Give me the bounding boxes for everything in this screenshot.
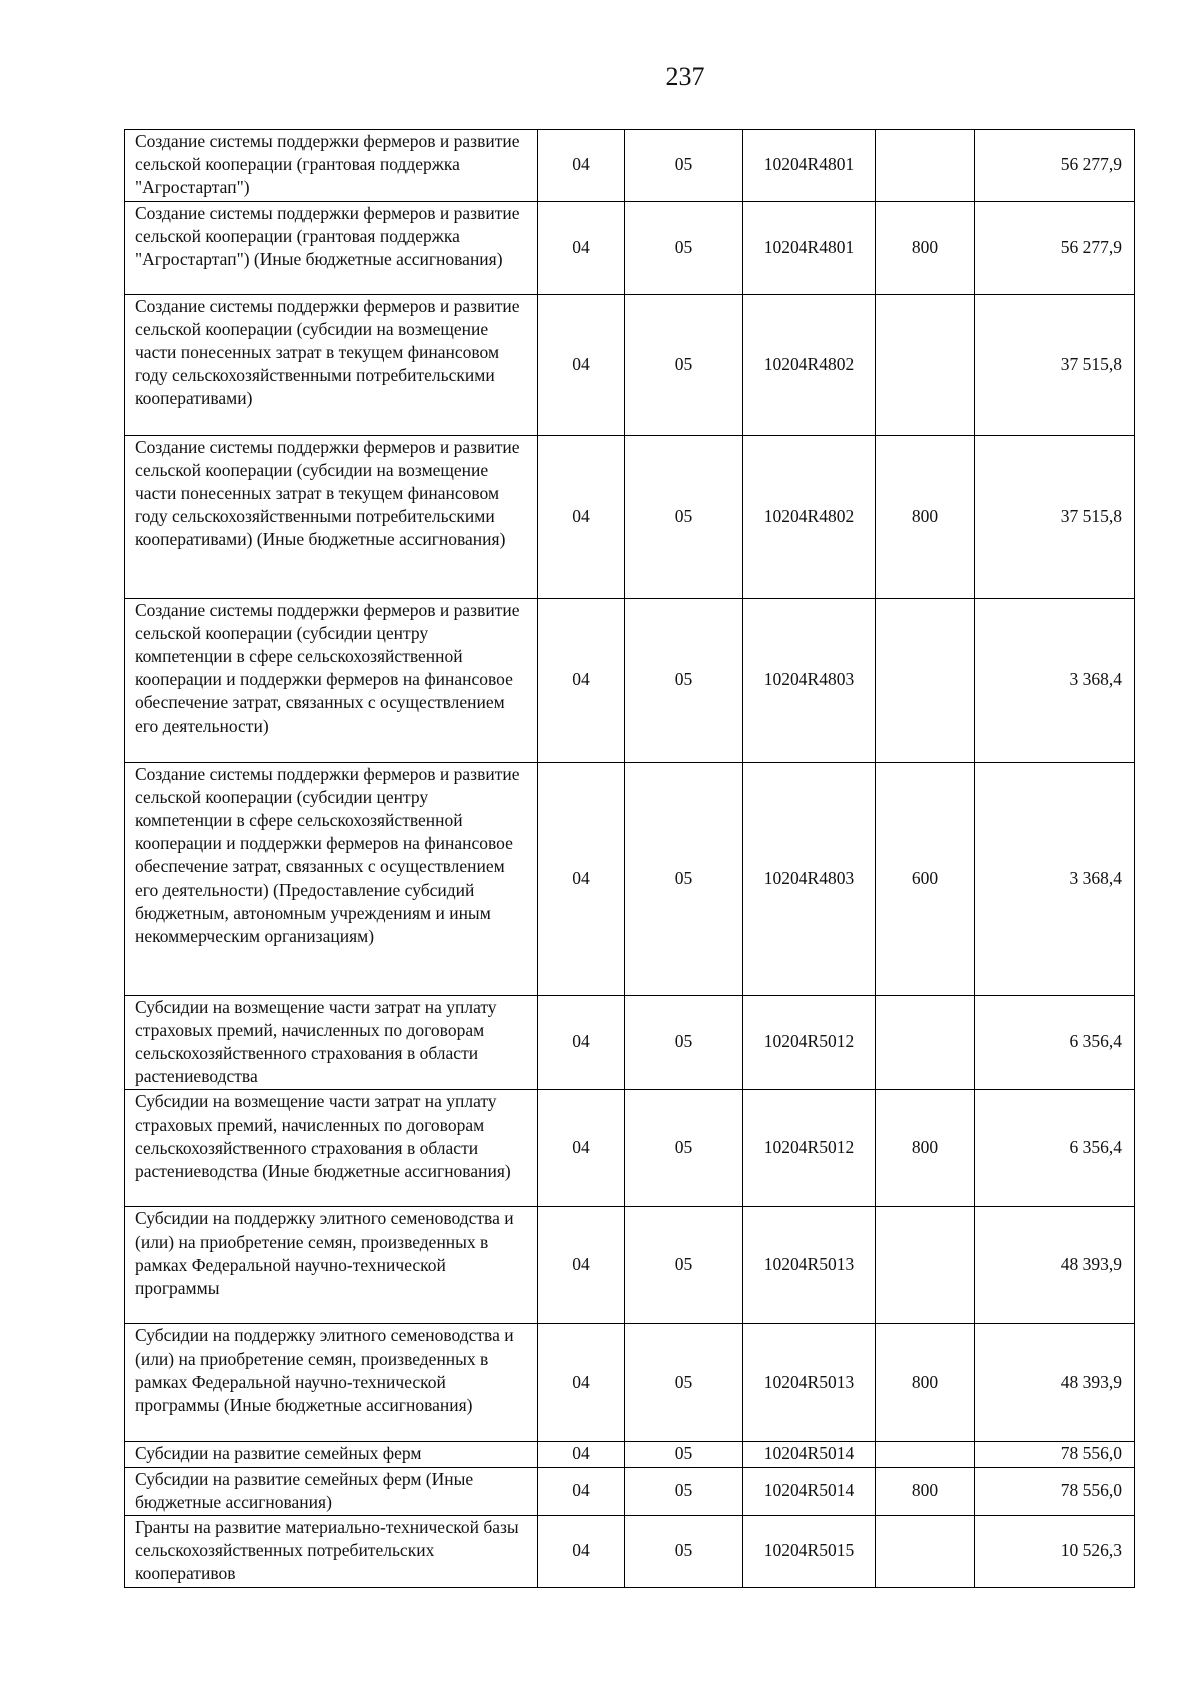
row-name-cell: Создание системы поддержки фермеров и развитие сельской кооперации (субсидии на возмещение части понесенных затрат в текущем финансовом году сельскохозяйственными потребительскими кооперативами) (125, 294, 538, 435)
table-row (125, 1467, 1135, 1515)
expense-type-cell: 800 (876, 1090, 975, 1207)
row-name-cell: Создание системы поддержки фермеров и развитие сельской кооперации (субсидии центру компетенции в сфере сельскохозяйственной кооперации и поддержки фермеров на финансовое обеспечение затрат, связанных с осуществлением его деятельности) (Предоставление субсидий бюджетным, автономным учреждениям и иным некоммерческим организациям) (125, 762, 538, 995)
amount-cell: 48 393,9 (975, 1324, 1135, 1442)
section-cell: 04 (538, 762, 625, 995)
row-name-cell: Субсидии на развитие семейных ферм (Иные бюджетные ассигнования) (125, 1467, 538, 1515)
section-cell: 04 (538, 1090, 625, 1207)
amount-cell: 3 368,4 (975, 598, 1135, 762)
expense-type-cell (876, 1442, 975, 1467)
amount-cell: 56 277,9 (975, 201, 1135, 294)
row-name-cell: Субсидии на возмещение части затрат на уплату страховых премий, начисленных по договорам сельскохозяйственного страхования в области растениеводства (Иные бюджетные ассигнования) (125, 1090, 538, 1207)
section-cell: 04 (538, 294, 625, 435)
table-row (125, 762, 1135, 995)
section-cell: 04 (538, 435, 625, 598)
subsection-cell: 05 (625, 1324, 743, 1442)
expense-type-cell: 600 (876, 762, 975, 995)
amount-cell: 78 556,0 (975, 1442, 1135, 1467)
row-name-cell: Гранты на развитие материально-технической базы сельскохозяйственных потребительских кооперативов (125, 1516, 538, 1588)
subsection-cell: 05 (625, 294, 743, 435)
table-row (125, 598, 1135, 762)
section-cell: 04 (538, 1442, 625, 1467)
amount-cell: 78 556,0 (975, 1467, 1135, 1515)
subsection-cell: 05 (625, 1090, 743, 1207)
target-article-cell: 10204R4802 (743, 294, 876, 435)
amount-cell: 6 356,4 (975, 1090, 1135, 1207)
target-article-cell: 10204R5015 (743, 1516, 876, 1588)
section-cell: 04 (538, 598, 625, 762)
subsection-cell: 05 (625, 598, 743, 762)
table-row (125, 130, 1135, 202)
amount-cell: 48 393,9 (975, 1207, 1135, 1324)
table-row (125, 1207, 1135, 1324)
target-article-cell: 10204R5014 (743, 1442, 876, 1467)
subsection-cell: 05 (625, 1207, 743, 1324)
target-article-cell: 10204R5012 (743, 1090, 876, 1207)
table-row (125, 1090, 1135, 1207)
amount-cell: 56 277,9 (975, 130, 1135, 202)
expense-type-cell: 800 (876, 435, 975, 598)
target-article-cell: 10204R5014 (743, 1467, 876, 1515)
expense-type-cell (876, 1516, 975, 1588)
row-name-cell: Создание системы поддержки фермеров и развитие сельской кооперации (грантовая поддержка "Агростартап") (Иные бюджетные ассигнования) (125, 201, 538, 294)
amount-cell: 37 515,8 (975, 435, 1135, 598)
amount-cell: 10 526,3 (975, 1516, 1135, 1588)
section-cell: 04 (538, 1516, 625, 1588)
page-number: 237 (665, 62, 705, 91)
subsection-cell: 05 (625, 1467, 743, 1515)
expense-type-cell (876, 294, 975, 435)
row-name-cell: Создание системы поддержки фермеров и развитие сельской кооперации (субсидии центру компетенции в сфере сельскохозяйственной кооперации и поддержки фермеров на финансовое обеспечение затрат, связанных с осуществлением его деятельности) (125, 598, 538, 762)
table-row (125, 1324, 1135, 1442)
subsection-cell: 05 (625, 130, 743, 202)
row-name-cell: Субсидии на поддержку элитного семеноводства и (или) на приобретение семян, произведенных в рамках Федеральной научно-технической программы (Иные бюджетные ассигнования) (125, 1324, 538, 1442)
table-row (125, 995, 1135, 1090)
expense-type-cell: 800 (876, 1467, 975, 1515)
target-article-cell: 10204R4803 (743, 762, 876, 995)
budget-table (124, 129, 1135, 1588)
amount-cell: 6 356,4 (975, 995, 1135, 1090)
subsection-cell: 05 (625, 762, 743, 995)
expense-type-cell (876, 995, 975, 1090)
subsection-cell: 05 (625, 1442, 743, 1467)
row-name-cell: Субсидии на развитие семейных ферм (125, 1442, 538, 1467)
row-name-cell: Создание системы поддержки фермеров и развитие сельской кооперации (грантовая поддержка "Агростартап") (125, 130, 538, 202)
expense-type-cell: 800 (876, 1324, 975, 1442)
amount-cell: 37 515,8 (975, 294, 1135, 435)
row-name-cell: Субсидии на возмещение части затрат на уплату страховых премий, начисленных по договорам сельскохозяйственного страхования в области растениеводства (125, 995, 538, 1090)
subsection-cell: 05 (625, 1516, 743, 1588)
expense-type-cell (876, 130, 975, 202)
table-row (125, 201, 1135, 294)
subsection-cell: 05 (625, 995, 743, 1090)
target-article-cell: 10204R4801 (743, 130, 876, 202)
target-article-cell: 10204R5012 (743, 995, 876, 1090)
section-cell: 04 (538, 1207, 625, 1324)
subsection-cell: 05 (625, 201, 743, 294)
table-row (125, 1442, 1135, 1467)
section-cell: 04 (538, 1324, 625, 1442)
target-article-cell: 10204R5013 (743, 1324, 876, 1442)
target-article-cell: 10204R4802 (743, 435, 876, 598)
row-name-cell: Создание системы поддержки фермеров и развитие сельской кооперации (субсидии на возмещение части понесенных затрат в текущем финансовом году сельскохозяйственными потребительскими кооперативами) (Иные бюджетные ассигнования) (125, 435, 538, 598)
expense-type-cell (876, 598, 975, 762)
table-row (125, 294, 1135, 435)
row-name-cell: Субсидии на поддержку элитного семеноводства и (или) на приобретение семян, произведенных в рамках Федеральной научно-технической программы (125, 1207, 538, 1324)
expense-type-cell: 800 (876, 201, 975, 294)
target-article-cell: 10204R4803 (743, 598, 876, 762)
target-article-cell: 10204R4801 (743, 201, 876, 294)
section-cell: 04 (538, 201, 625, 294)
expense-type-cell (876, 1207, 975, 1324)
section-cell: 04 (538, 995, 625, 1090)
amount-cell: 3 368,4 (975, 762, 1135, 995)
target-article-cell: 10204R5013 (743, 1207, 876, 1324)
table-row (125, 1516, 1135, 1588)
section-cell: 04 (538, 1467, 625, 1515)
section-cell: 04 (538, 130, 625, 202)
table-row (125, 435, 1135, 598)
subsection-cell: 05 (625, 435, 743, 598)
